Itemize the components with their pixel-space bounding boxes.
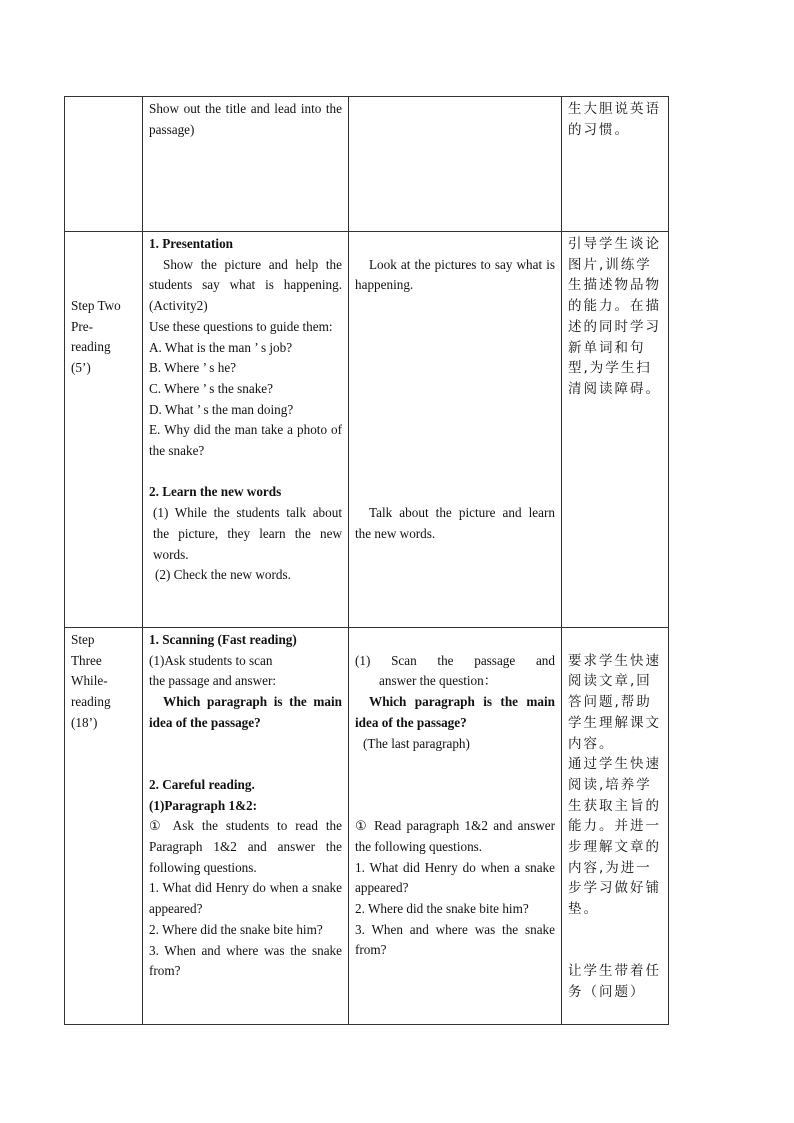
- step-time: (5’): [71, 360, 91, 376]
- question-item: 2. Where did the snake bite him?: [149, 921, 323, 937]
- step-cell: [65, 97, 143, 232]
- section-heading: (1)Paragraph 1&2:: [149, 797, 258, 813]
- question-item: 2. Where did the snake bite him?: [355, 901, 529, 917]
- purpose-text: 让学生带着任务（问题）: [568, 963, 661, 1000]
- question-item: D. What ’ s the man doing?: [149, 401, 294, 417]
- student-text: Talk about the picture and learn the new words.: [355, 505, 555, 541]
- teacher-activity-cell: [143, 628, 349, 1025]
- purpose-text: 引导学生谈论图片,训练学生描述物品物的能力。在描述的同时学习新单词和句型,为学生扫清阅读障碍。: [568, 236, 661, 397]
- key-question: Which paragraph is the main idea of the passage?: [149, 694, 342, 730]
- question-item: 3. When and where was the snake from?: [149, 942, 342, 979]
- purpose-text: 生大胆说英语的习惯。: [568, 101, 661, 138]
- table-row: [65, 97, 669, 232]
- purpose-cell: [562, 628, 669, 1025]
- step-label: Step Two: [71, 298, 121, 313]
- step-label: reading: [71, 339, 111, 355]
- question-item: 1. What did Henry do when a snake appeared?: [355, 859, 555, 896]
- question-item: 3. When and where was the snake from?: [355, 921, 555, 958]
- question-item: 1. What did Henry do when a snake appeared?: [149, 880, 342, 917]
- question-item: E. Why did the man take a photo of the snake?: [149, 422, 342, 459]
- teacher-text: Use these questions to guide them:: [149, 318, 333, 334]
- teacher-text: Show the picture and help the students say what is happening. (Activity2): [149, 256, 342, 314]
- student-text: (1) Scan the passage and: [355, 652, 555, 668]
- teacher-text: Show out the title and lead into the passage): [149, 101, 342, 137]
- teacher-text: ① Ask the students to read the Paragraph 1&2 and answer the following questions.: [149, 818, 342, 875]
- student-text: Look at the pictures to say what is happening.: [355, 256, 555, 293]
- purpose-text: 要求学生快速阅读文章,回答问题,帮助学生理解课文内容。: [568, 652, 661, 752]
- teacher-text: (1)Ask students to scan: [149, 652, 273, 668]
- step-label: Pre-: [71, 318, 93, 334]
- answer-text: (The last paragraph): [363, 735, 470, 751]
- section-heading: 1. Presentation: [149, 236, 233, 251]
- purpose-text: 通过学生快速阅读,培养学生获取主旨的能力。并进一步理解文章的内容,为进一步学习做好铺垫。: [568, 756, 661, 918]
- step-cell: [65, 628, 143, 1025]
- teacher-activity-cell: [143, 97, 349, 232]
- student-activity-cell: [349, 232, 562, 628]
- teacher-text: (2) Check the new words.: [155, 567, 291, 583]
- student-activity-cell: [349, 97, 562, 232]
- table-row: [65, 628, 669, 1025]
- lesson-plan-table: [64, 96, 669, 1025]
- teacher-text: the passage and answer:: [149, 673, 277, 689]
- purpose-cell: [562, 97, 669, 232]
- step-label: Three: [71, 652, 102, 668]
- teacher-activity-cell: [143, 232, 349, 628]
- step-label: While-: [71, 673, 108, 689]
- key-question: Which paragraph is the main idea of the passage?: [355, 694, 555, 730]
- question-item: B. Where ’ s he?: [149, 360, 237, 376]
- question-item: C. Where ’ s the snake?: [149, 380, 274, 396]
- section-heading: 2. Careful reading.: [149, 776, 255, 792]
- section-heading: 1. Scanning (Fast reading): [149, 632, 297, 647]
- question-item: A. What is the man ’ s job?: [149, 339, 293, 355]
- step-time: (18’): [71, 714, 98, 730]
- student-text: answer the question：: [379, 673, 497, 689]
- step-label: reading: [71, 694, 111, 710]
- purpose-cell: [562, 232, 669, 628]
- step-label: Step: [71, 632, 95, 647]
- table-row: [65, 232, 669, 628]
- teacher-text: (1) While the students talk about the picture, they learn the new words.: [153, 505, 342, 562]
- student-text: ① Read paragraph 1&2 and answer the following questions.: [355, 818, 555, 854]
- step-cell: [65, 232, 143, 628]
- student-activity-cell: [349, 628, 562, 1025]
- section-heading: 2. Learn the new words: [149, 484, 282, 500]
